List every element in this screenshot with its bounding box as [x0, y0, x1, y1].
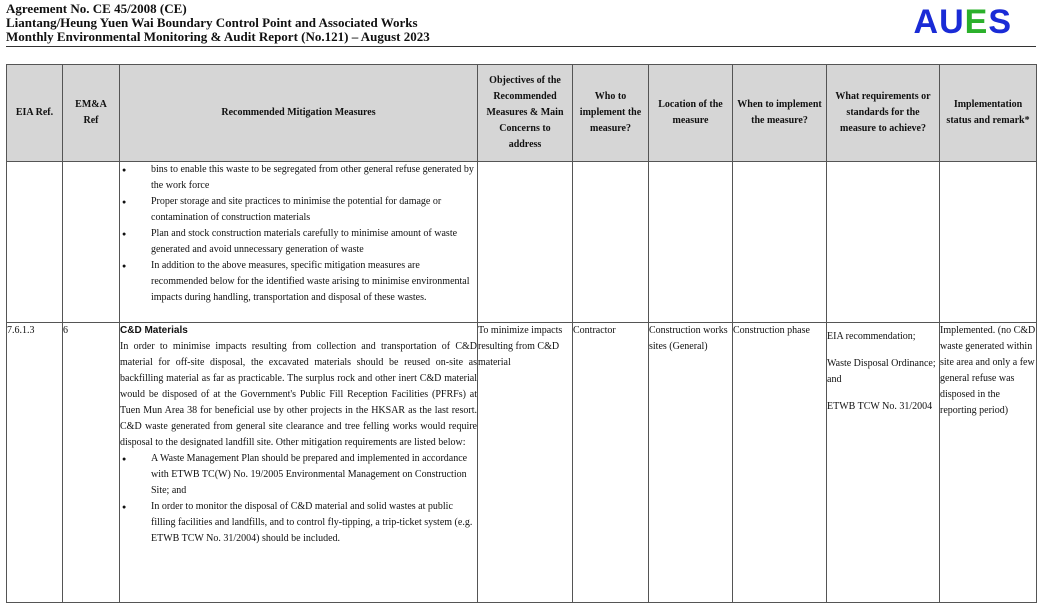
measure-bullet: ● A Waste Management Plan should be prepared and implemented in accordance with ETWB TC(W) No. 19/2005 Environmental Management on Construction Site; and [120, 451, 477, 499]
requirement-item: EIA recommendation; [827, 331, 916, 342]
measure-bullet: ● In order to monitor the disposal of C&D material and solid wastes at public filling facilities and landfills, and to control fly-tipping, a trip-ticket system (e.g. ETWB TCW No. 31/2004) should be included. [120, 499, 477, 547]
measure-body: In order to minimise impacts resulting from collection and transportation of C&D material for off-site disposal, the excavated materials should be reused on-site as backfilling material as far as practicable. The surplus rock and other inert C&D material would be disposed of at the Government's Public Fill Reception Facilities (PFRFs) at Tuen Mun Area 38 for beneficial use by other projects in the HKSAR as the last resort. C&D waste generated from general site clearance and tree felling works would require disposal to the designated landfill site. Other mitigation requirements are listed below: [120, 341, 477, 448]
status-cell [940, 162, 1037, 323]
col-header-location: Location of the measure [649, 65, 733, 162]
location-cell: Construction works sites (General) [649, 323, 733, 603]
col-header-when: When to implement the measure? [733, 65, 827, 162]
agreement-number: Agreement No. CE 45/2008 (CE) [6, 1, 187, 16]
header-divider [6, 46, 1036, 47]
requirement-item: ETWB TCW No. 31/2004 [827, 401, 933, 412]
measures-cell [120, 162, 478, 323]
ema-ref-cell [63, 162, 120, 323]
status-cell: Implemented. (no C&D waste generated within site area and only a few general refuse was disposed in the reporting period) [940, 323, 1037, 603]
report-title: Monthly Environmental Monitoring & Audit Report (No.121) – August 2023 [6, 29, 430, 44]
requirements-cell [827, 162, 940, 323]
measure-continuation: ● bins to enable this waste to be segregated from other general refuse generated by the work force [120, 162, 477, 194]
requirement-item: Waste Disposal Ordinance; and [827, 358, 936, 385]
ema-ref-cell: 6 [63, 323, 120, 603]
table-row [7, 323, 1037, 603]
when-cell: Construction phase [733, 323, 827, 603]
measure-bullet: ● In addition to the above measures, specific mitigation measures are recommended below for the identified waste arising to minimise environmental impacts during handling, transportation and disposal of these wastes. [120, 258, 477, 306]
who-cell: Contractor [573, 323, 649, 603]
logo-e: E [964, 3, 989, 41]
page-header [6, 2, 1036, 46]
location-cell [649, 162, 733, 323]
measures-cell [120, 323, 478, 603]
measure-bullet: ● Plan and stock construction materials carefully to minimise amount of waste generated and avoid unnecessary generation of waste [120, 226, 477, 258]
measure-heading: C&D Materials [120, 325, 188, 336]
objectives-cell [478, 162, 573, 323]
who-cell [573, 162, 649, 323]
table-header-row [7, 65, 1037, 162]
col-header-objectives: Objectives of the Recommended Measures & Main Concerns to address [478, 65, 573, 162]
col-header-measures: Recommended Mitigation Measures [120, 65, 478, 162]
col-header-status: Implementation status and remark* [940, 65, 1037, 162]
eia-ref-cell [7, 162, 63, 323]
mitigation-measures-table [6, 64, 1037, 603]
logo-au: AU [913, 3, 965, 41]
eia-ref-cell: 7.6.1.3 [7, 323, 63, 603]
logo-s: S [988, 3, 1012, 41]
project-title: Liantang/Heung Yuen Wai Boundary Control Point and Associated Works [6, 15, 418, 30]
measure-bullet: ● Proper storage and site practices to minimise the potential for damage or contamination of construction materials [120, 194, 477, 226]
col-header-who: Who to implement the measure? [573, 65, 649, 162]
requirements-cell [827, 323, 940, 603]
table-row [7, 162, 1037, 323]
col-header-requirements: What requirements or standards for the measure to achieve? [827, 65, 940, 162]
col-header-eia-ref: EIA Ref. [7, 65, 63, 162]
when-cell [733, 162, 827, 323]
aues-logo [914, 4, 1012, 40]
objectives-cell: To minimize impacts resulting from C&D material [478, 323, 573, 603]
col-header-ema-ref: EM&A Ref [63, 65, 120, 162]
